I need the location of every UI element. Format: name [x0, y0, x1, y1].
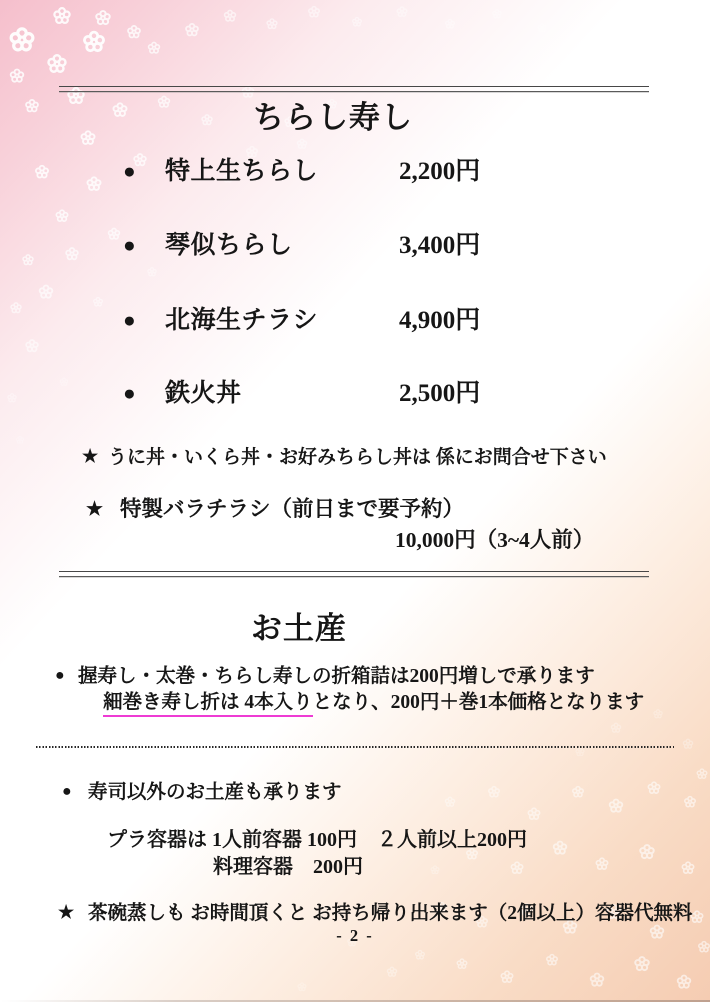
- underlined-text: 細巻き寿し折は 4本入り: [103, 692, 313, 717]
- bullet-icon: ●: [62, 783, 72, 800]
- bullet-icon: ●: [123, 381, 136, 405]
- bullet-icon: ●: [123, 233, 136, 257]
- container-price-line1: プラ容器は 1人前容器 100円 ２人前以上200円: [107, 829, 527, 851]
- note-line1: 握寿し・太巻・ちらし寿しの折箱詰は200円増しで承ります: [78, 666, 595, 687]
- container-price-line2: 料理容器 200円: [213, 856, 363, 878]
- menu-item-price: 2,200円: [399, 158, 481, 185]
- menu-item-price: 3,400円: [399, 232, 481, 259]
- special-item-barachirashi: [86, 497, 464, 523]
- note-chawanmushi: [58, 902, 693, 925]
- special-item-price: 10,000円（3~4人前）: [395, 528, 595, 552]
- section-title-chirashi: ちらし寿し: [253, 100, 413, 135]
- page-number: - 2 -: [336, 926, 374, 945]
- bullet-icon: ●: [123, 159, 136, 183]
- star-icon: ★: [82, 446, 99, 466]
- menu-item-name: 鉄火丼: [165, 380, 242, 407]
- note-donburi-inquiry: [82, 446, 607, 470]
- note-text: 茶碗蒸しも お時間頂くと お持ち帰り出来ます（2個以上）容器代無料: [88, 903, 693, 924]
- menu-item-price: 4,900円: [399, 307, 481, 334]
- menu-item-name: 琴似ちらし: [165, 232, 293, 259]
- note-takeout-box: [55, 665, 595, 688]
- special-item-name: 特製バラチラシ（前日まで要予約）: [120, 497, 465, 521]
- menu-item-name: 北海生チラシ: [165, 307, 319, 334]
- divider-dotted-line: [36, 746, 674, 748]
- bullet-icon: ●: [55, 667, 65, 684]
- note-hosomaki: [103, 691, 644, 714]
- divider-top-double-line: [59, 86, 649, 92]
- divider-middle-double-line: [59, 571, 649, 577]
- note-line2-rest: となり、200円＋巻1本価格となります: [312, 692, 645, 713]
- bullet-icon: ●: [123, 308, 136, 332]
- section-title-omiyage: お土産: [251, 611, 347, 646]
- note-text: 寿司以外のお土産も承ります: [88, 782, 342, 803]
- menu-item-row: [123, 157, 480, 187]
- star-icon: ★: [58, 902, 75, 922]
- menu-item-row: [123, 231, 480, 261]
- menu-item-row: [123, 306, 480, 336]
- note-non-sushi-souvenir: [62, 781, 342, 804]
- menu-item-name: 特上生ちらし: [165, 158, 319, 185]
- menu-item-row: [123, 379, 480, 409]
- star-icon: ★: [86, 499, 104, 520]
- note-text: うに丼・いくら丼・お好みちらし丼は 係にお問合せ下さい: [108, 447, 607, 468]
- menu-item-price: 2,500円: [399, 380, 481, 407]
